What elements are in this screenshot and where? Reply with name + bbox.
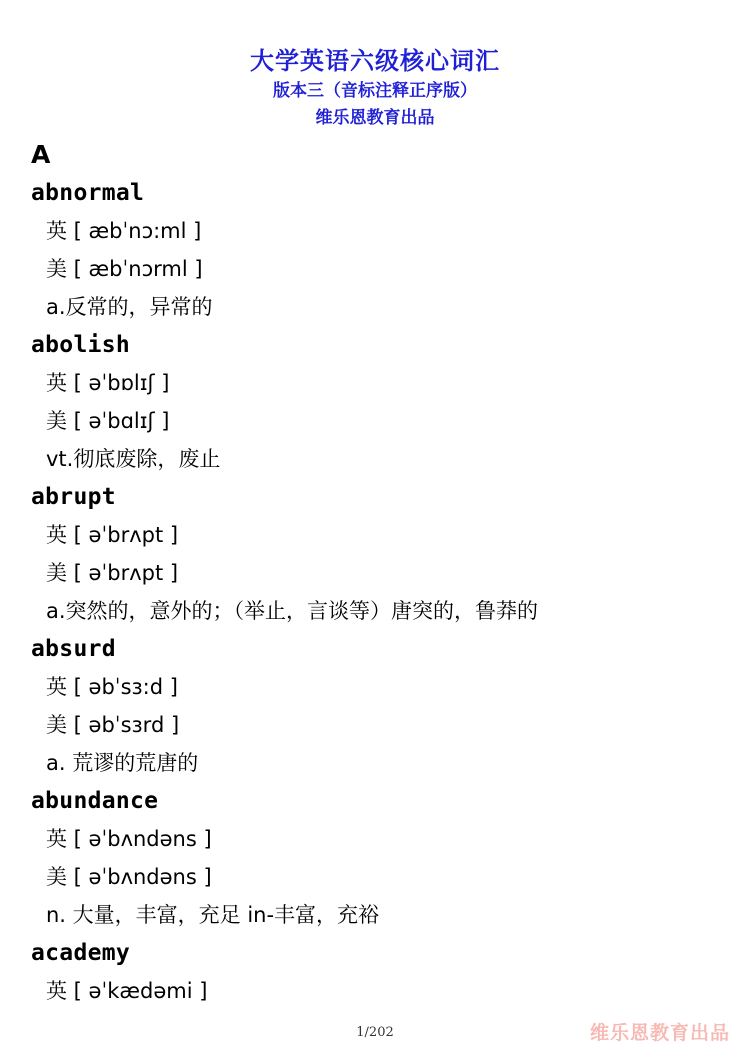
uk-pronunciation: 英 [ əˈbʌndəns ] — [46, 827, 212, 851]
document-title: 大学英语六级核心词汇 — [250, 47, 500, 75]
page-number: 1/202 — [356, 1025, 394, 1040]
entry-word: abrupt — [31, 484, 116, 510]
publisher-line: 维乐恩教育出品 — [315, 108, 435, 128]
definition: a. 荒谬的荒唐的 — [46, 751, 199, 775]
vocab-entry — [31, 478, 731, 630]
definition: n. 大量，丰富，充足 in-丰富，充裕 — [46, 903, 380, 927]
uk-pronunciation: 英 [ əˈbɒlɪʃ ] — [46, 371, 170, 395]
definition: a.突然的，意外的；（举止，言谈等）唐突的，鲁莽的 — [46, 599, 539, 623]
entry-word: abnormal — [31, 180, 145, 206]
uk-pronunciation: 英 [ əˈkædəmi ] — [46, 979, 208, 1003]
publisher-watermark: 维乐恩教育出品 — [589, 1022, 730, 1044]
vocab-entry — [31, 630, 731, 782]
document-subtitle: 版本三（音标注释正序版） — [273, 81, 477, 101]
uk-pronunciation: 英 [ əbˈsɜ:d ] — [46, 675, 178, 699]
entry-word: academy — [31, 940, 131, 966]
us-pronunciation: 美 [ æbˈnɔrml ] — [46, 257, 203, 281]
us-pronunciation: 美 [ əˈbɑlɪʃ ] — [46, 409, 170, 433]
us-pronunciation: 美 [ əbˈsɜrd ] — [46, 713, 180, 737]
vocab-entry — [31, 782, 731, 934]
definition: vt.彻底废除，废止 — [46, 447, 221, 471]
entry-word: absurd — [31, 636, 116, 662]
entry-word: abundance — [31, 788, 159, 814]
vocab-entry — [31, 934, 731, 1010]
vocab-entry — [31, 174, 731, 326]
uk-pronunciation: 英 [ əˈbrʌpt ] — [46, 523, 179, 547]
document-header — [0, 44, 750, 132]
us-pronunciation: 美 [ əˈbʌndəns ] — [46, 865, 212, 889]
section-letter: A — [31, 140, 51, 169]
us-pronunciation: 美 [ əˈbrʌpt ] — [46, 561, 179, 585]
definition: a.反常的，异常的 — [46, 295, 213, 319]
vocabulary-list — [31, 136, 731, 1010]
vocab-entry — [31, 326, 731, 478]
entry-word: abolish — [31, 332, 131, 358]
uk-pronunciation: 英 [ æbˈnɔ:ml ] — [46, 219, 202, 243]
